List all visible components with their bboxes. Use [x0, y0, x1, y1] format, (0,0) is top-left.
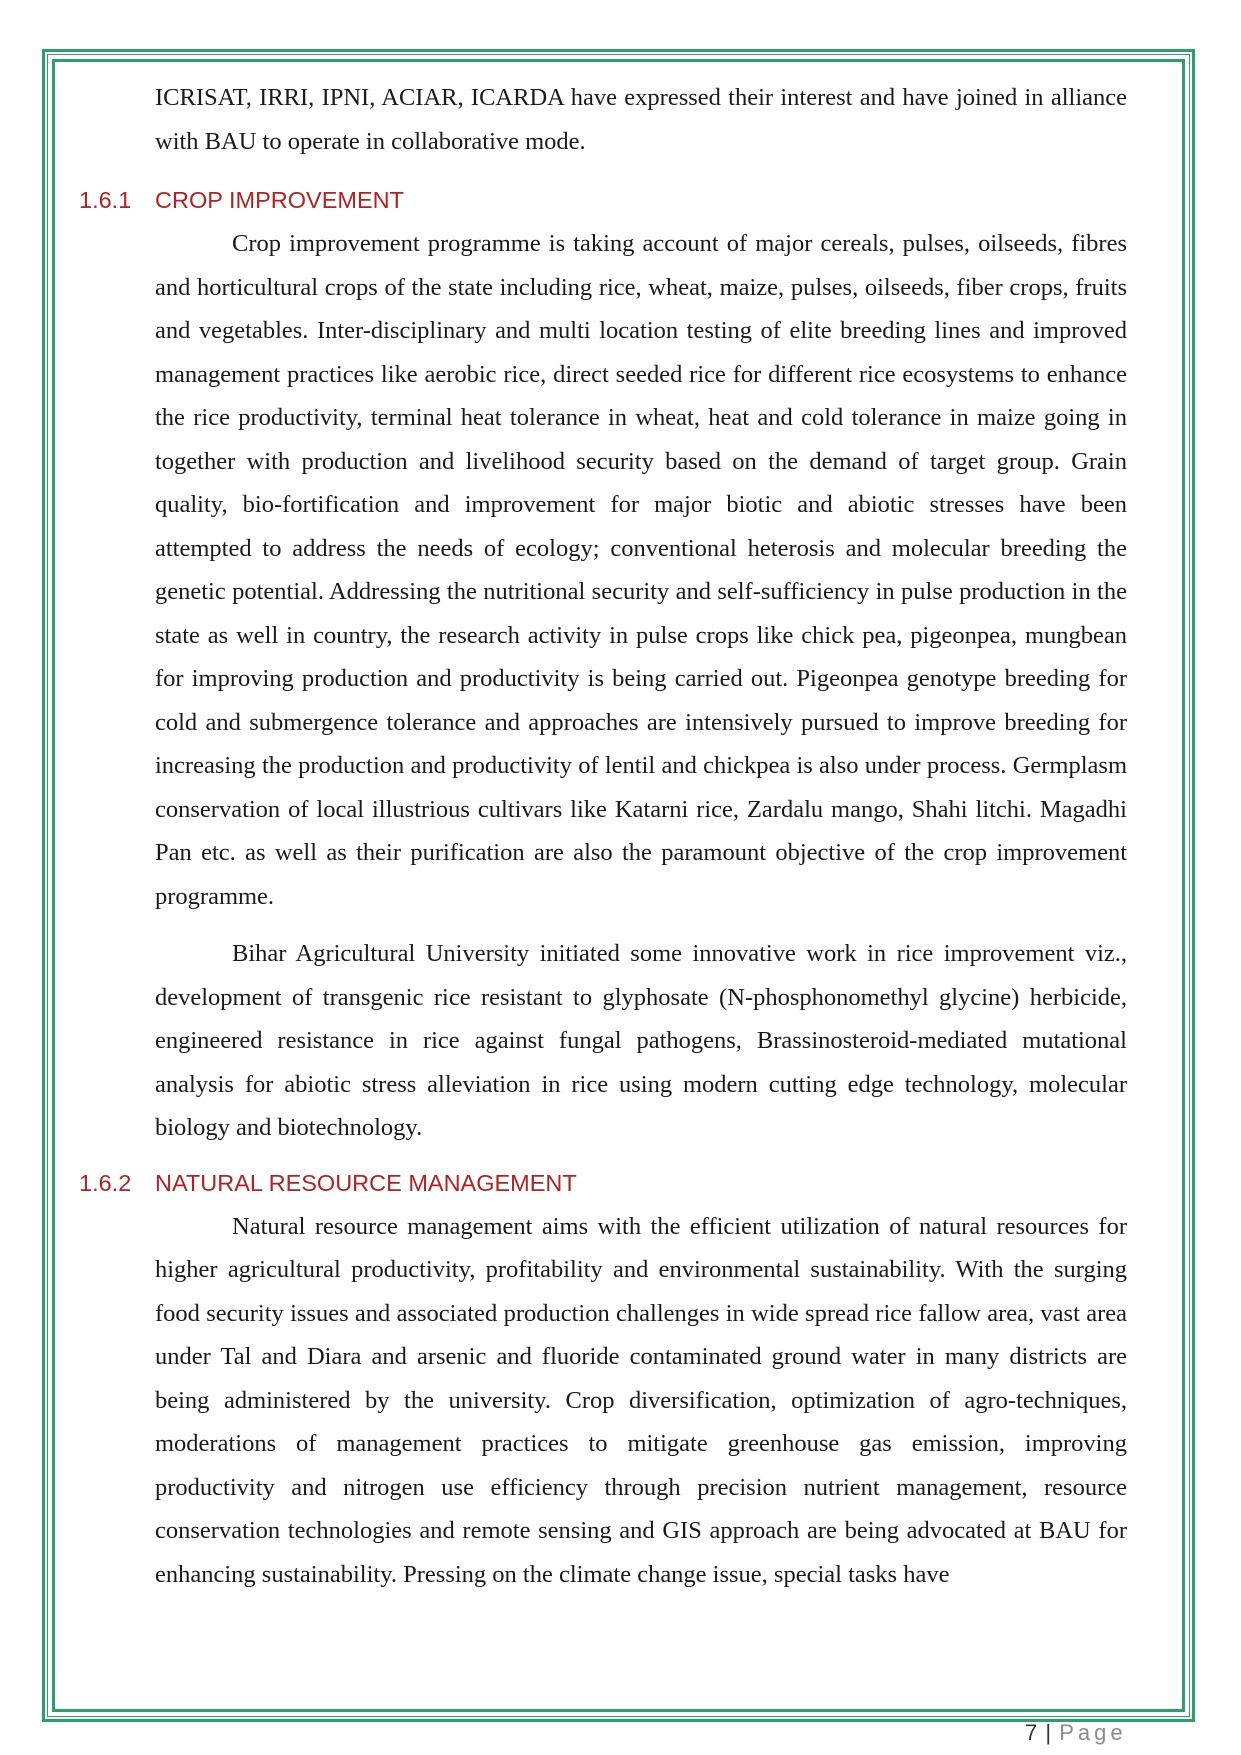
page-number: 7 [1025, 1720, 1038, 1745]
page-content [0, 76, 1241, 1596]
footer-separator: | [1045, 1720, 1052, 1745]
section-title: NATURAL RESOURCE MANAGEMENT [155, 1169, 577, 1196]
section-number: 1.6.2 [79, 1169, 132, 1196]
section-heading-natural-resource-management [0, 1170, 1241, 1197]
page-label: Page [1059, 1720, 1127, 1745]
section-heading-crop-improvement [0, 187, 1241, 214]
section-number: 1.6.1 [79, 187, 132, 213]
crop-improvement-paragraph-1: Crop improvement programme is taking account of major cereals, pulses, oilseeds, fibres and horticultural crops of the state including rice, wheat, maize, pulses, oilseeds, fiber crops, fruits and vegetables. Inter-disciplinary and multi location testing of elite breeding lines and improved management practices like aerobic rice, direct seeded rice for different rice ecosystems to enhance the rice productivity, terminal heat tolerance in wheat, heat and cold tolerance in maize going in together with production and livelihood security based on the demand of target group. Grain quality, bio-fortification and improvement for major biotic and abiotic stresses have been attempted to address the needs of ecology; conventional heterosis and molecular breeding the genetic potential. Addressing the nutritional security and self-sufficiency in pulse production in the state as well in country, the research activity in pulse crops like chick pea, pigeonpea, mungbean for improving production and productivity is being carried out. Pigeonpea genotype breeding for cold and submergence tolerance and approaches are intensively pursued to improve breeding for increasing the production and productivity of lentil and chickpea is also under process. Germplasm conservation of local illustrious cultivars like Katarni rice, Zardalu mango, Shahi litchi. Magadhi Pan etc. as well as their purification are also the paramount objective of the crop improvement programme. [155, 230, 1127, 910]
natural-resource-paragraph-1: Natural resource management aims with the efficient utilization of natural resources for higher agricultural productivity, profitability and environmental sustainability. With the surging food security issues and associated production challenges in wide spread rice fallow area, vast area under Tal and Diara and arsenic and fluoride contaminated ground water in many districts are being administered by the university. Crop diversification, optimization of agro-techniques, moderations of management practices to mitigate greenhouse gas emission, improving productivity and nitrogen use efficiency through precision nutrient management, resource conservation technologies and remote sensing and GIS approach are being advocated at BAU for enhancing sustainability. Pressing on the climate change issue, special tasks have [155, 1212, 1127, 1588]
intro-paragraph: ICRISAT, IRRI, IPNI, ACIAR, ICARDA have expressed their interest and have joined in alliance with BAU to operate in collaborative mode. [155, 84, 1127, 155]
page-footer [1025, 1720, 1127, 1746]
crop-improvement-paragraph-2: Bihar Agricultural University initiated some innovative work in rice improvement viz., development of transgenic rice resistant to glyphosate (N-phosphonomethyl glycine) herbicide, engineered resistance in rice against fungal pathogens, Brassinosteroid-mediated mutational analysis for abiotic stress alleviation in rice using modern cutting edge technology, molecular biology and biotechnology. [155, 940, 1127, 1141]
section-title: CROP IMPROVEMENT [155, 187, 404, 213]
